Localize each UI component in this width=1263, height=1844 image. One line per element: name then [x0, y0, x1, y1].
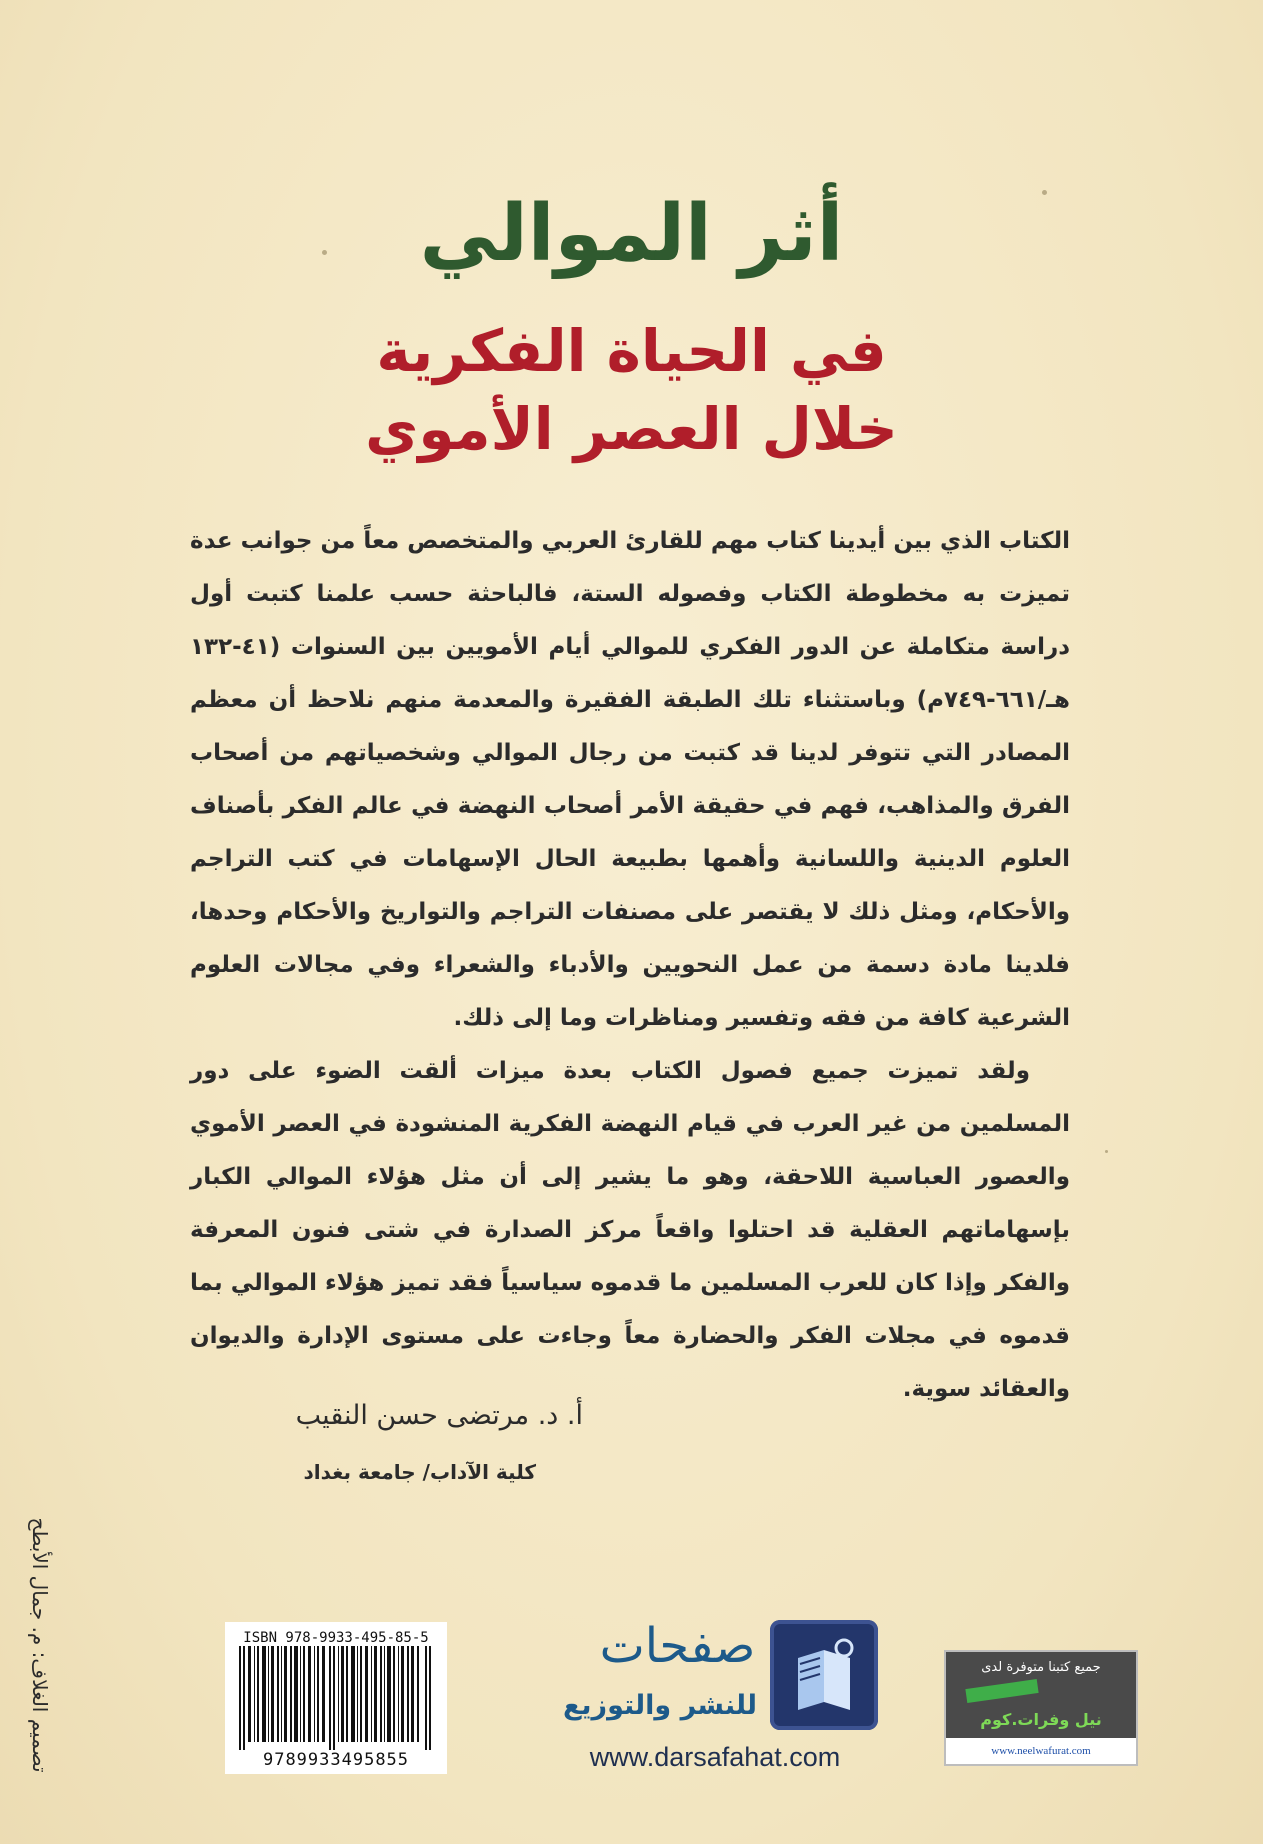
publisher-website[interactable]: www.darsafahat.com: [589, 1742, 841, 1772]
cover-designer-credit: [10, 1490, 70, 1800]
retailer-brand: نيل وفرات.كوم: [980, 1710, 1102, 1729]
retailer-badge: [944, 1650, 1138, 1766]
barcode-icon: [225, 1646, 447, 1750]
retailer-website[interactable]: www.neelwafurat.com: [946, 1738, 1136, 1764]
book-subtitle-line-1: في الحياة الفكرية: [376, 317, 887, 385]
cover-designer-text: تصميم الغلاف: م. جمال الأبطح: [28, 1517, 52, 1773]
isbn-barcode-block: [225, 1622, 447, 1774]
publisher-subtitle: للنشر والتوزيع: [562, 1690, 758, 1721]
retailer-tag-icon: [965, 1679, 1038, 1703]
publisher-logo-icon: [770, 1620, 878, 1730]
book-title: أثر الموالي: [419, 189, 844, 279]
retailer-availability-text: جميع كتبنا متوفرة لدى: [981, 1660, 1101, 1675]
blurb-paragraph-1: الكتاب الذي بين أيدينا كتاب مهم للقارئ العربي والمتخصص معاً من جوانب عدة تميزت به مخطوطة الكتاب وفصوله الستة، فالباحثة حسب علمنا كتبت أول دراسة متكاملة عن الدور الفكري للموالي أيام الأمويين بين السنوات (٤١-١٣٢ هـ/٦٦١-٧٤٩م) وباستثناء تلك الطبقة الفقيرة والمعدمة منهم نلاحظ أن معظم المصادر التي تتوفر لدينا قد كتبت من رجال الموالي وشخصياتهم من أصحاب الفرق والمذاهب، فهم في حقيقة الأمر أصحاب النهضة في عالم الفكر بأصناف العلوم الدينية واللسانية وأهمها بطبيعة الحال الإسهامات في كتب التراجم والأحكام، ومثل ذلك لا يقتصر على مصنفات التراجم والتواريخ والأحكام وحدها، فلدينا مادة دسمة من عمل النحويين والأدباء والشعراء وفي مجالات العلوم الشرعية كافة من فقه وتفسير ومناظرات وما إلى ذلك.: [190, 528, 1070, 1031]
publisher-name: صفحات: [599, 1618, 756, 1674]
isbn-label: ISBN 978-9933-495-85-5: [243, 1630, 429, 1646]
blurb-text: [190, 515, 1070, 1416]
blurb-paragraph-2: ولقد تميزت جميع فصول الكتاب بعدة ميزات ألقت الضوء على دور المسلمين من غير العرب في قيام النهضة الفكرية المنشودة في العصر الأموي والعصور العباسية اللاحقة، وهو ما يشير إلى أن مثل هؤلاء الموالي الكبار بإسهاماتهم العقلية قد احتلوا واقعاً مركز الصدارة في شتى فنون المعرفة والفكر وإذا كان للعرب المسلمين ما قدموه سياسياً فقد تميز هؤلاء الموالي بما قدموه في مجلات الفكر والحضارة معاً وجاءت على مستوى الإدارة والديوان والعقائد سوية.: [190, 1058, 1070, 1402]
isbn-digits: 9789933495855: [262, 1750, 410, 1770]
author-name: أ. د. مرتضى حسن النقيب: [295, 1400, 583, 1431]
author-affiliation: كلية الآداب/ جامعة بغداد: [303, 1460, 536, 1484]
book-subtitle-line-2: خلال العصر الأموي: [365, 395, 898, 463]
